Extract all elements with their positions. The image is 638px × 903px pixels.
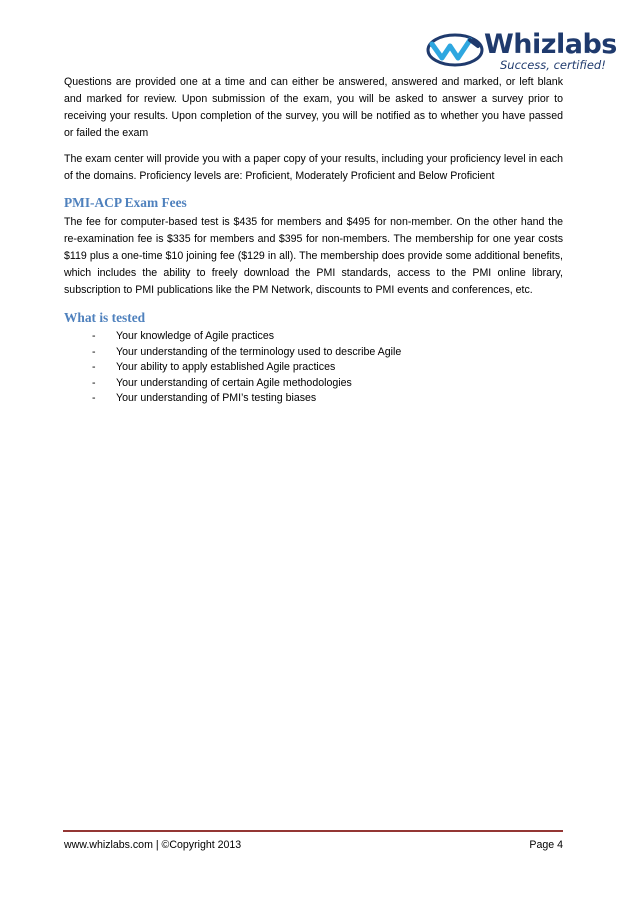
logo-brand-text: Whizlabs <box>484 29 617 60</box>
paragraph-exam-fees: The fee for computer-based test is $435 for members and $495 for non-member. On the other hand the re-examination fee is $335 for members and $395 for non-members. The membership for one year costs $119 plus a one-time $10 joining fee ($129 in all). The membership does provide some additional benefits, which includes the ability to freely download the PMI standards, access to the PMI online library, subscription to PMI publications like the PM Network, discounts to PMI events and conferences, etc. <box>64 216 563 296</box>
bullet-dash: - <box>92 376 96 389</box>
bullet-dash: - <box>92 361 96 373</box>
page-content <box>64 74 563 407</box>
whizlabs-logo <box>426 29 617 74</box>
list-item <box>92 391 563 407</box>
tested-list <box>64 329 563 407</box>
heading-exam-fees: PMI-ACP Exam Fees <box>64 195 187 210</box>
footer-rule <box>63 830 563 832</box>
heading-what-is-tested: What is tested <box>64 310 146 325</box>
bullet-dash: - <box>92 392 96 404</box>
bullet-dash: - <box>92 330 96 342</box>
list-item <box>92 345 563 361</box>
logo-tagline: Success, certified! <box>500 58 606 72</box>
paragraph-exam-format: Questions are provided one at a time and can either be answered, answered and marked, or left blank and marked for review. Upon submission of the exam, you will be asked to answer a survey prior to receiving your results. Upon completion of the survey, you will be notified as to whether you have passed or failed the exam <box>64 76 563 139</box>
list-item <box>92 360 563 376</box>
list-item <box>92 376 563 392</box>
footer-copyright: www.whizlabs.com | ©Copyright 2013 <box>64 839 242 851</box>
paragraph-results: The exam center will provide you with a paper copy of your results, including your proficiency level in each of the domains. Proficiency levels are: Proficient, Moderately Proficient and Below Proficient <box>64 153 563 182</box>
list-item-text: Your understanding of certain Agile methodologies <box>116 376 352 389</box>
list-item-text: Your ability to apply established Agile practices <box>116 361 336 373</box>
footer-page-number: Page 4 <box>529 839 563 851</box>
list-item <box>92 329 563 345</box>
list-item-text: Your understanding of PMI’s testing biases <box>116 392 317 404</box>
list-item-text: Your understanding of the terminology used to describe Agile <box>116 345 402 358</box>
whizlabs-emblem-icon <box>426 32 484 68</box>
list-item-text: Your knowledge of Agile practices <box>116 330 275 342</box>
bullet-dash: - <box>92 345 96 358</box>
